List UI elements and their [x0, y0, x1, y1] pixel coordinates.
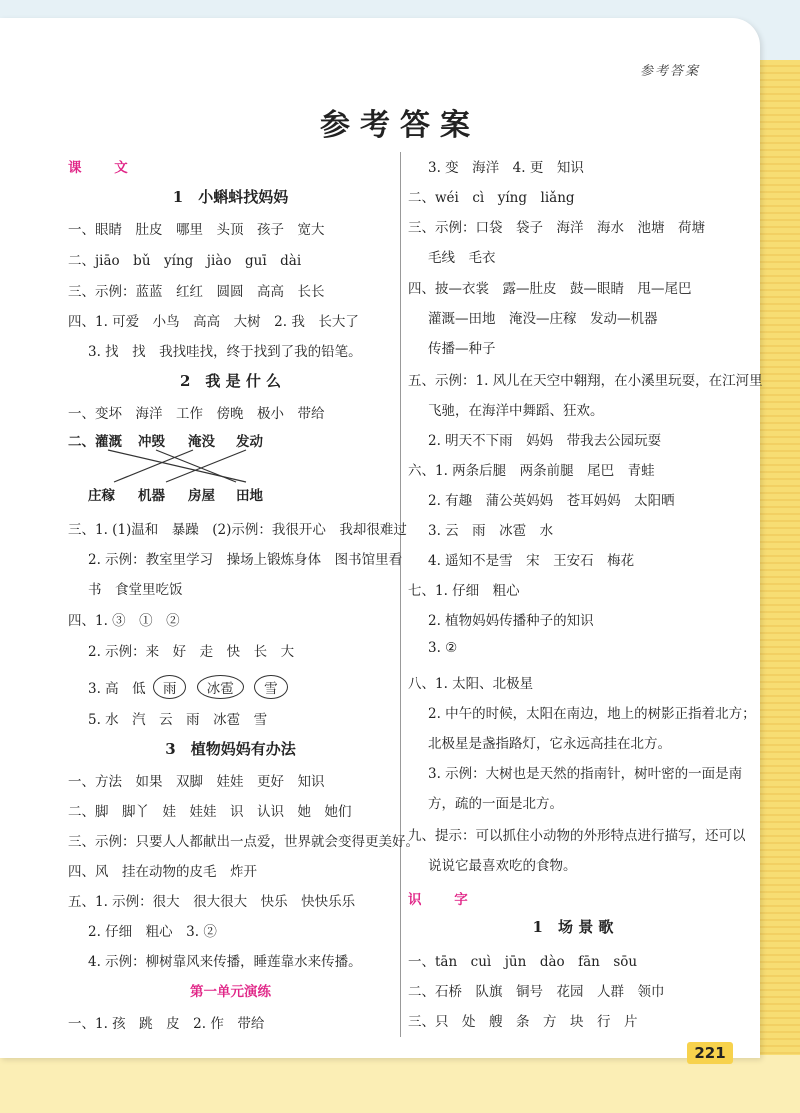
answer-line: 三、示例：口袋 袋子 海洋 海水 池塘 荷塘: [408, 220, 705, 236]
lesson-title: 1 小蝌蚪找妈妈: [172, 188, 289, 206]
answer-line: 一、眼睛 肚皮 哪里 头顶 孩子 宽大: [68, 222, 325, 238]
matching-exercise: [68, 430, 398, 504]
answer-line: 一、方法 如果 双脚 娃娃 更好 知识: [68, 774, 325, 790]
answer-line: 说说它最喜欢吃的食物。: [428, 858, 577, 874]
answer-line: 传播—种子: [428, 341, 496, 357]
circled-word: 雨: [153, 675, 187, 699]
answer-line: 2. 植物妈妈传播种子的知识: [428, 613, 594, 629]
match-word-bottom: 庄稼: [88, 488, 115, 504]
answer-line: 四、1. ③ ① ②: [68, 613, 180, 629]
answer-line: 书 食堂里吃饭: [88, 582, 183, 598]
answer-line: 2. 有趣 蒲公英妈妈 苍耳妈妈 太阳晒: [428, 493, 675, 509]
answer-line: 八、1. 太阳、北极星: [408, 676, 534, 692]
page-title: 参考答案: [320, 108, 480, 143]
answer-line: 五、示例：1. 风儿在天空中翱翔，在小溪里玩耍，在江河里: [408, 373, 763, 389]
answer-line: 3. 找 找 我找哇找，终于找到了我的铅笔。: [88, 344, 362, 360]
answer-text: 3. 高 低: [88, 681, 146, 697]
page-background-bottom: [0, 1055, 800, 1113]
answer-line: 2. 明天不下雨 妈妈 带我去公园玩耍: [428, 433, 662, 449]
circled-word: 冰雹: [197, 675, 244, 699]
match-word-top: 发动: [236, 434, 263, 450]
answer-line: 3. 变 海洋 4. 更 知识: [428, 160, 584, 176]
answer-line: 二、jiāo bǔ yíng jiào guī dài: [68, 253, 302, 269]
answer-line: 四、1. 可爱 小鸟 高高 大树 2. 我 长大了: [68, 314, 359, 330]
answer-line: 三、示例：蓝蓝 红红 圆圆 高高 长长: [68, 284, 325, 300]
answer-line: 飞驰，在海洋中舞蹈、狂欢。: [428, 403, 604, 419]
column-divider: [400, 152, 401, 1037]
page-edge-stack: [754, 60, 800, 1113]
answer-line: 4. 遥知不是雪 宋 王安石 梅花: [428, 553, 635, 569]
answer-line: 3. 示例：大树也是天然的指南针，树叶密的一面是南: [428, 766, 743, 782]
answer-line: 毛线 毛衣: [428, 250, 496, 266]
match-word-top: 二、灌溉: [68, 434, 122, 450]
answer-line: 一、1. 孩 跳 皮 2. 作 带给: [68, 1016, 265, 1032]
answer-line: 一、变坏 海洋 工作 傍晚 极小 带给: [68, 406, 325, 422]
match-word-top: 冲毁: [138, 434, 165, 450]
answer-line: 七、1. 仔细 粗心: [408, 583, 520, 599]
answer-line: 三、1. (1)温和 暴躁 (2)示例：我很开心 我却很难过: [68, 522, 407, 538]
answer-line: 3. 云 雨 冰雹 水: [428, 523, 554, 539]
answer-line: 2. 仔细 粗心 3. ②: [88, 924, 217, 940]
section-heading-kewen: 课 文: [68, 160, 142, 176]
circled-answer-line: [88, 675, 291, 699]
answer-line: 四、风 挂在动物的皮毛 炸开: [68, 864, 257, 880]
circled-word: 雪: [254, 675, 288, 699]
lesson-title: 2 我 是 什 么: [179, 372, 282, 390]
answer-line: 二、wéi cì yíng liǎng: [408, 190, 575, 206]
match-word-top: 淹没: [188, 434, 215, 450]
answer-line: 3. ②: [428, 640, 458, 656]
answer-line: 2. 示例：来 好 走 快 长 大: [88, 644, 295, 660]
answer-line: 九、提示：可以抓住小动物的外形特点进行描写，还可以: [408, 828, 746, 844]
answer-line: 五、1. 示例：很大 很大很大 快乐 快快乐乐: [68, 894, 356, 910]
unit-heading: 第一单元演练: [190, 984, 271, 1000]
answer-line: 四、披—衣裳 露—肚皮 鼓—眼睛 甩—尾巴: [408, 281, 692, 297]
answer-line: 方，疏的一面是北方。: [428, 796, 563, 812]
section-heading-shizi: 识 字: [408, 892, 482, 908]
lesson-title: 3 植物妈妈有办法: [165, 740, 296, 758]
answer-line: 灌溉—田地 淹没—庄稼 发动—机器: [428, 311, 658, 327]
page-number: 221: [687, 1042, 733, 1064]
answer-line: 5. 水 汽 云 雨 冰雹 雪: [88, 712, 268, 728]
header-label: 参考答案: [640, 64, 701, 79]
answer-line: 2. 示例：教室里学习 操场上锻炼身体 图书馆里看: [88, 552, 403, 568]
answer-line: 一、tān cuì jūn dào fān sōu: [408, 954, 638, 970]
answer-line: 三、只 处 艘 条 方 块 行 片: [408, 1014, 638, 1030]
lesson-title: 1 场 景 歌: [532, 918, 614, 936]
match-word-bottom: 机器: [138, 488, 165, 504]
answer-line: 三、示例：只要人人都献出一点爱，世界就会变得更美好。: [68, 834, 419, 850]
answer-line: 北极星是盏指路灯，它永远高挂在北方。: [428, 736, 671, 752]
match-word-bottom: 田地: [236, 488, 263, 504]
answer-line: 4. 示例：柳树靠风来传播，睡莲靠水来传播。: [88, 954, 362, 970]
answer-line: 二、石桥 队旗 铜号 花园 人群 领巾: [408, 984, 665, 1000]
match-word-bottom: 房屋: [188, 488, 215, 504]
answer-line: 六、1. 两条后腿 两条前腿 尾巴 青蛙: [408, 463, 655, 479]
answer-line: 2. 中午的时候，太阳在南边，地上的树影正指着北方；: [428, 706, 756, 722]
answer-line: 二、脚 脚丫 娃 娃娃 识 认识 她 她们: [68, 804, 352, 820]
